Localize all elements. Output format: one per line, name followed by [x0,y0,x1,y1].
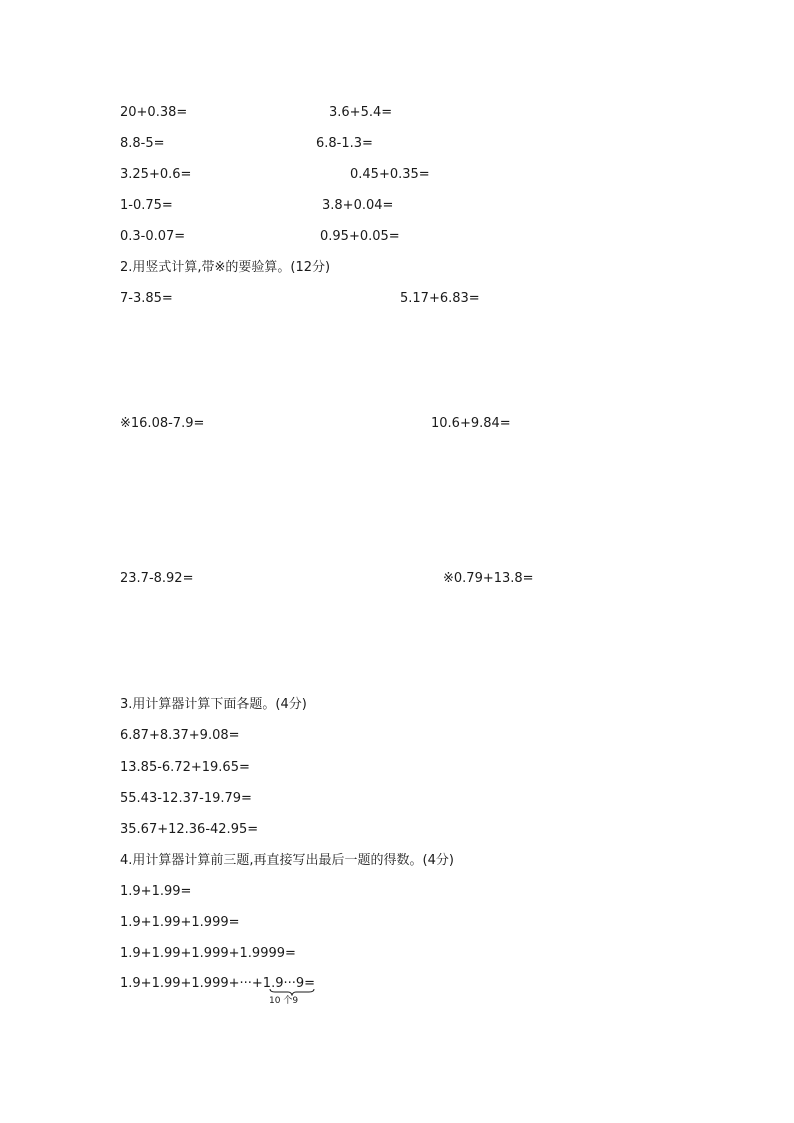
problem-3-1: 6.87+8.37+9.08= [120,728,240,743]
problem-1-5-right: 0.95+0.05= [320,229,400,244]
problem-3-2: 13.85-6.72+19.65= [120,760,250,775]
problem-2-2-right: 10.6+9.84= [431,416,511,431]
problem-1-4-left: 1-0.75= [120,198,173,213]
problem-4-3: 1.9+1.99+1.999+1.9999= [120,946,296,961]
problem-4-4: 1.9+1.99+1.999+···+1.9···9= [120,976,316,991]
problem-1-4-right: 3.8+0.04= [322,198,394,213]
problem-1-1-left: 20+0.38= [120,105,188,120]
underbrace-icon [269,988,315,996]
section-3-heading: 3.用计算器计算下面各题。(4分) [120,697,307,712]
problem-3-4: 35.67+12.36-42.95= [120,822,259,837]
brace-note: 10 个9 [269,996,299,1006]
problem-1-3-left: 3.25+0.6= [120,167,192,182]
problem-2-3-right: ※0.79+13.8= [443,571,534,586]
problem-2-2-left: ※16.08-7.9= [120,416,205,431]
problem-1-1-right: 3.6+5.4= [329,105,393,120]
problem-4-1: 1.9+1.99= [120,884,192,899]
problem-2-1-left: 7-3.85= [120,291,173,306]
problem-3-3: 55.43-12.37-19.79= [120,791,252,806]
problem-2-1-right: 5.17+6.83= [400,291,480,306]
section-4-heading: 4.用计算器计算前三题,再直接写出最后一题的得数。(4分) [120,853,454,868]
problem-4-2: 1.9+1.99+1.999= [120,915,240,930]
problem-1-2-left: 8.8-5= [120,136,165,151]
problem-1-5-left: 0.3-0.07= [120,229,186,244]
problem-2-3-left: 23.7-8.92= [120,571,194,586]
problem-1-3-right: 0.45+0.35= [350,167,430,182]
problem-1-2-right: 6.8-1.3= [316,136,373,151]
section-2-heading: 2.用竖式计算,带※的要验算。(12分) [120,260,331,275]
